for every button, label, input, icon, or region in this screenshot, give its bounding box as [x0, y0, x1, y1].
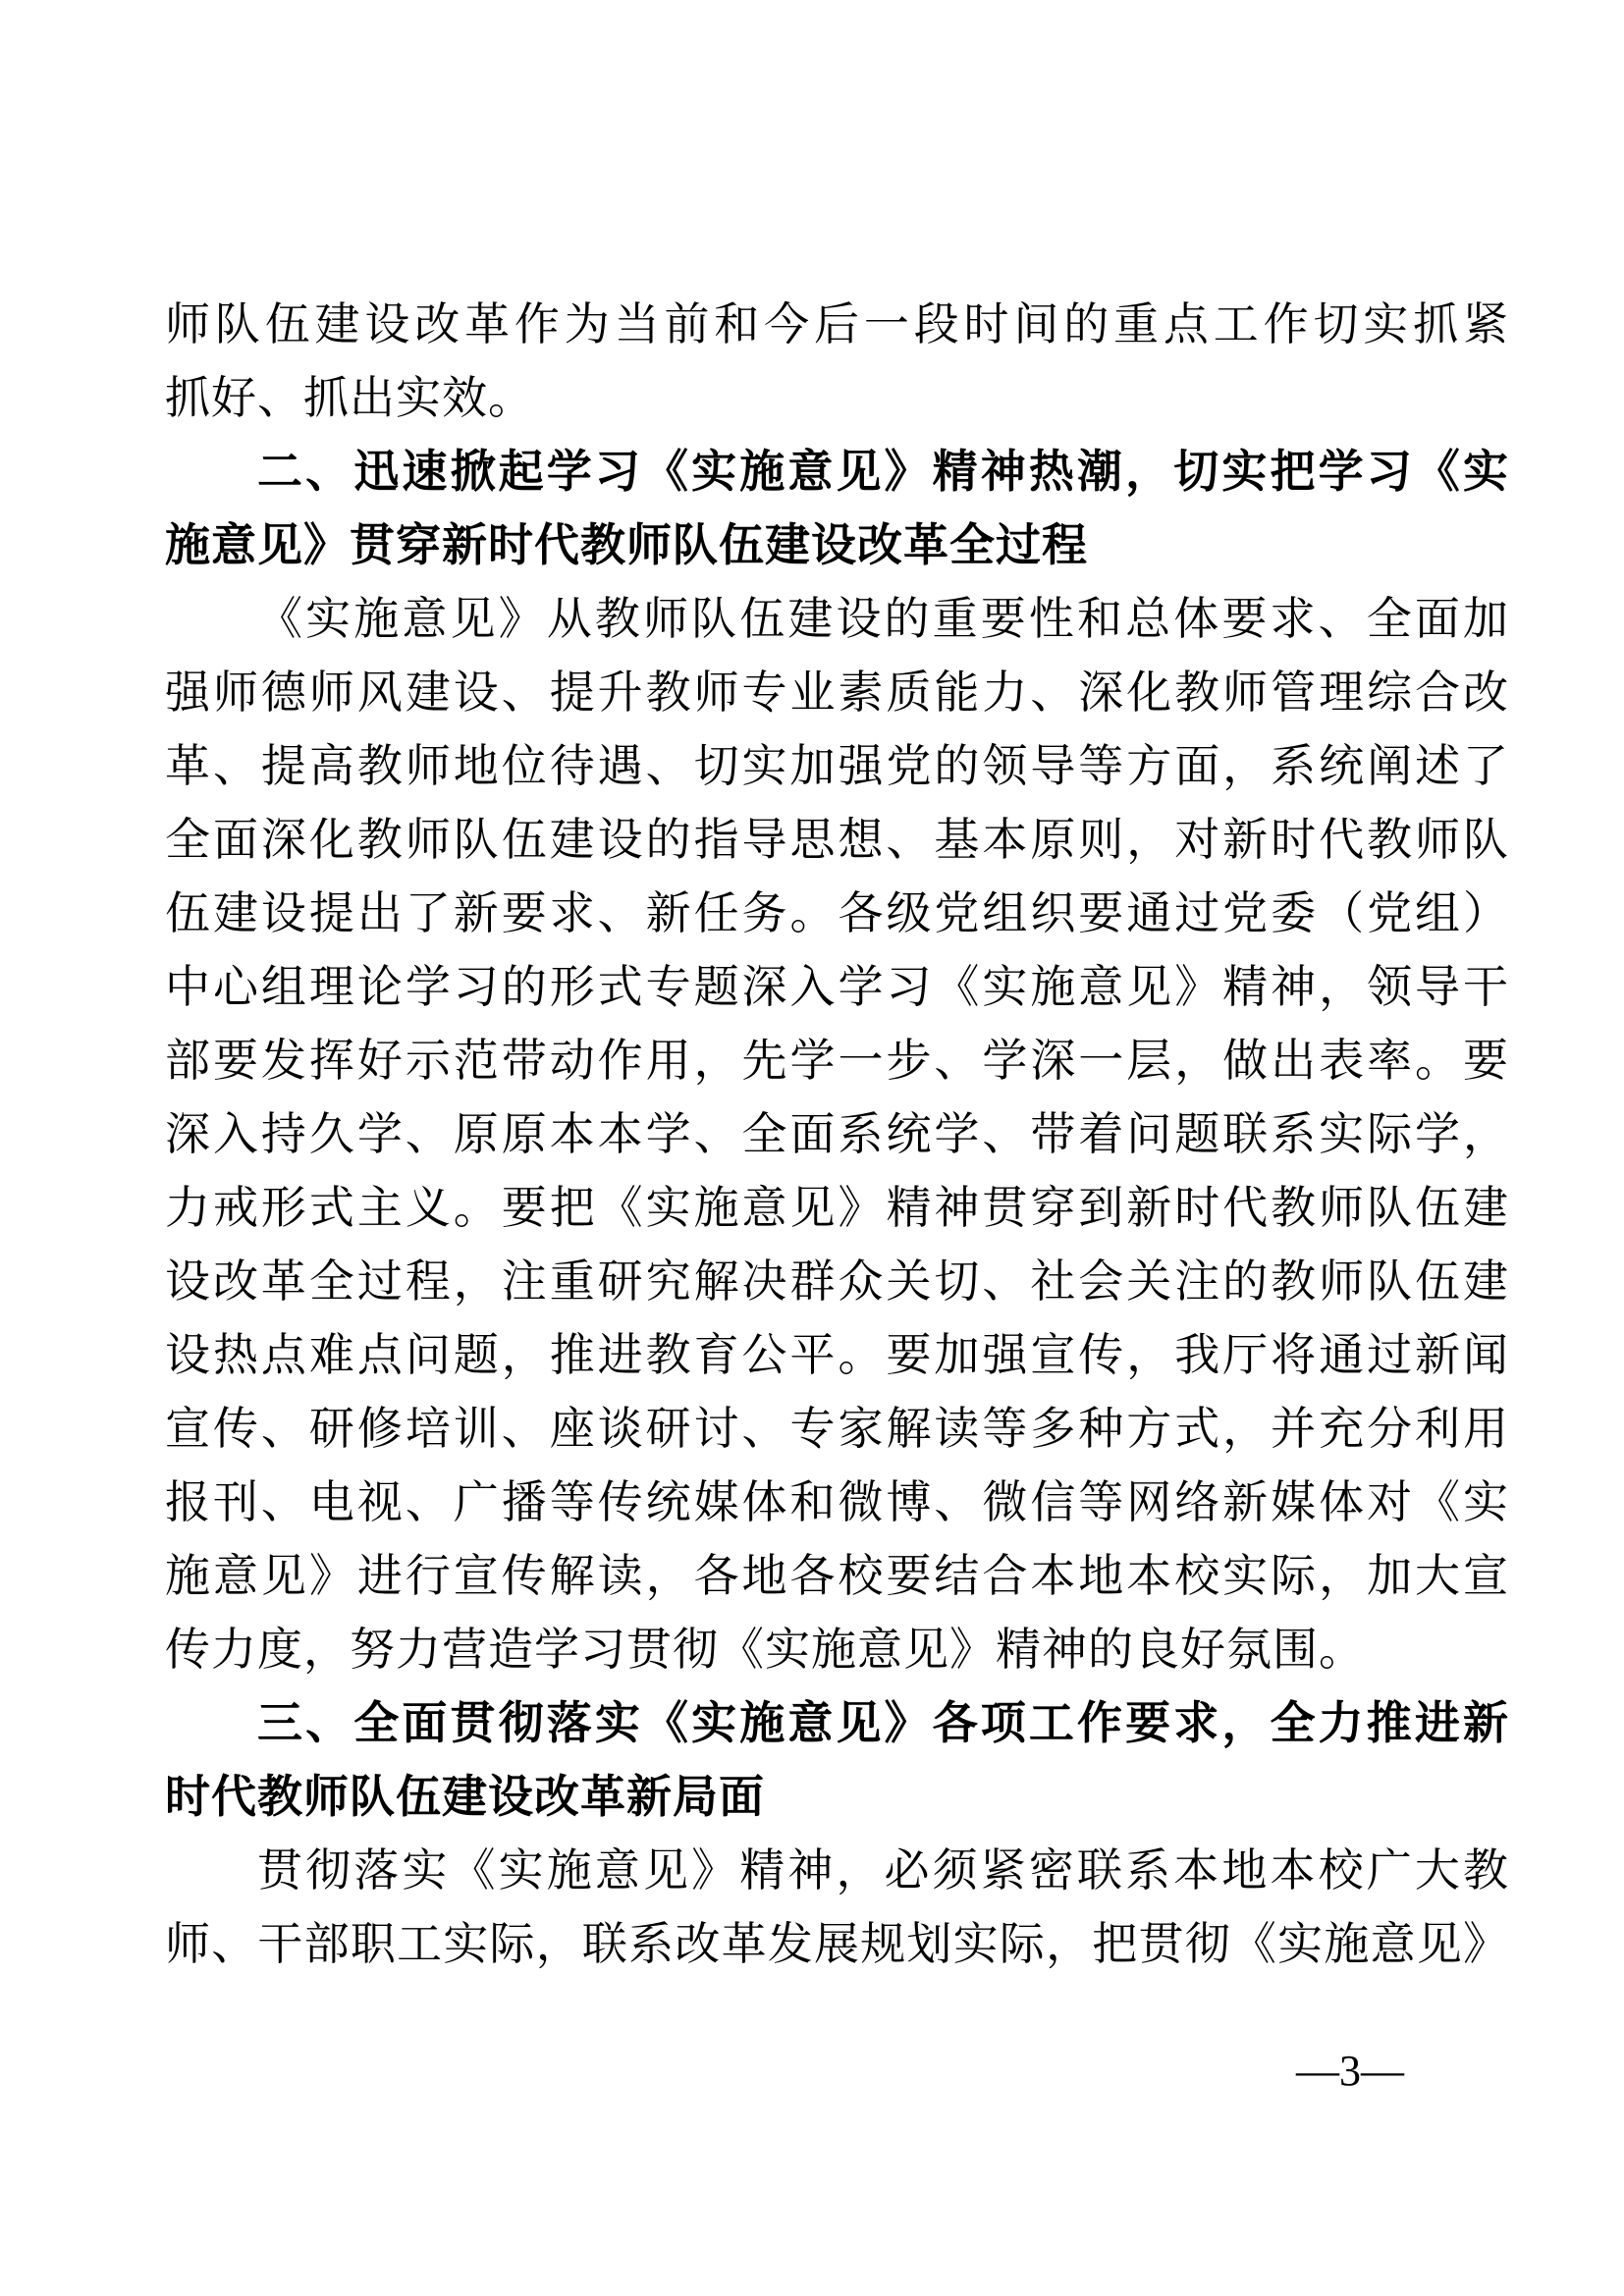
body-text-line: 宣传、研修培训、座谈研讨、专家解读等多种方式，并充分利用 [165, 1404, 1509, 1454]
section-heading-line: 三、全面贯彻落实《实施意见》各项工作要求，全力推进新 [257, 1696, 1509, 1749]
body-text-line: 贯彻落实《实施意见》精神，必须紧密联系本地本校广大教 [257, 1845, 1509, 1896]
body-text-line: 全面深化教师队伍建设的指导思想、基本原则，对新时代教师队 [165, 815, 1509, 865]
section-heading-line: 二、迅速掀起学习《实施意见》精神热潮，切实把学习《实 [257, 445, 1509, 498]
body-text-line: 传力度，努力营造学习贯彻《实施意见》精神的良好氛围。 [165, 1625, 1365, 1675]
section-heading-line: 施意见》贯穿新时代教师队伍建设改革全过程 [165, 518, 1088, 571]
body-text-line: 革、提高教师地位待遇、切实加强党的领导等方面，系统阐述了 [165, 741, 1509, 791]
body-text-line: 部要发挥好示范带动作用，先学一步、学深一层，做出表率。要 [165, 1036, 1509, 1086]
body-text-line: 师、干部职工实际，联系改革发展规划实际，把贯彻《实施意见》 [165, 1919, 1509, 1969]
body-text-line: 设改革全过程，注重研究解决群众关切、社会关注的教师队伍建 [165, 1256, 1509, 1307]
document-body [165, 288, 1509, 1981]
body-text-line: 《实施意见》从教师队伍建设的重要性和总体要求、全面加 [257, 594, 1509, 644]
body-text-line: 报刊、电视、广播等传统媒体和微博、微信等网络新媒体对《实 [165, 1477, 1509, 1527]
section-heading-line: 时代教师队伍建设改革新局面 [165, 1770, 765, 1823]
body-text-line: 施意见》进行宣传解读，各地各校要结合本地本校实际，加大宣 [165, 1551, 1509, 1601]
body-text-line: 强师德师风建设、提升教师专业素质能力、深化教师管理综合改 [165, 667, 1509, 718]
page-number: —3— [1296, 2047, 1404, 2095]
body-text-line: 力戒形式主义。要把《实施意见》精神贯穿到新时代教师队伍建 [165, 1183, 1509, 1233]
body-text-line: 深入持久学、原原本本学、全面系统学、带着问题联系实际学， [165, 1109, 1509, 1159]
body-text-line: 设热点难点问题，推进教育公平。要加强宣传，我厅将通过新闻 [165, 1330, 1509, 1380]
body-text-line: 伍建设提出了新要求、新任务。各级党组织要通过党委（党组） [165, 888, 1509, 938]
body-text-line: 抓好、抓出实效。 [165, 373, 534, 423]
body-text-line: 中心组理论学习的形式专题深入学习《实施意见》精神，领导干 [165, 962, 1509, 1012]
body-text-line: 师队伍建设改革作为当前和今后一段时间的重点工作切实抓紧 [165, 299, 1509, 349]
